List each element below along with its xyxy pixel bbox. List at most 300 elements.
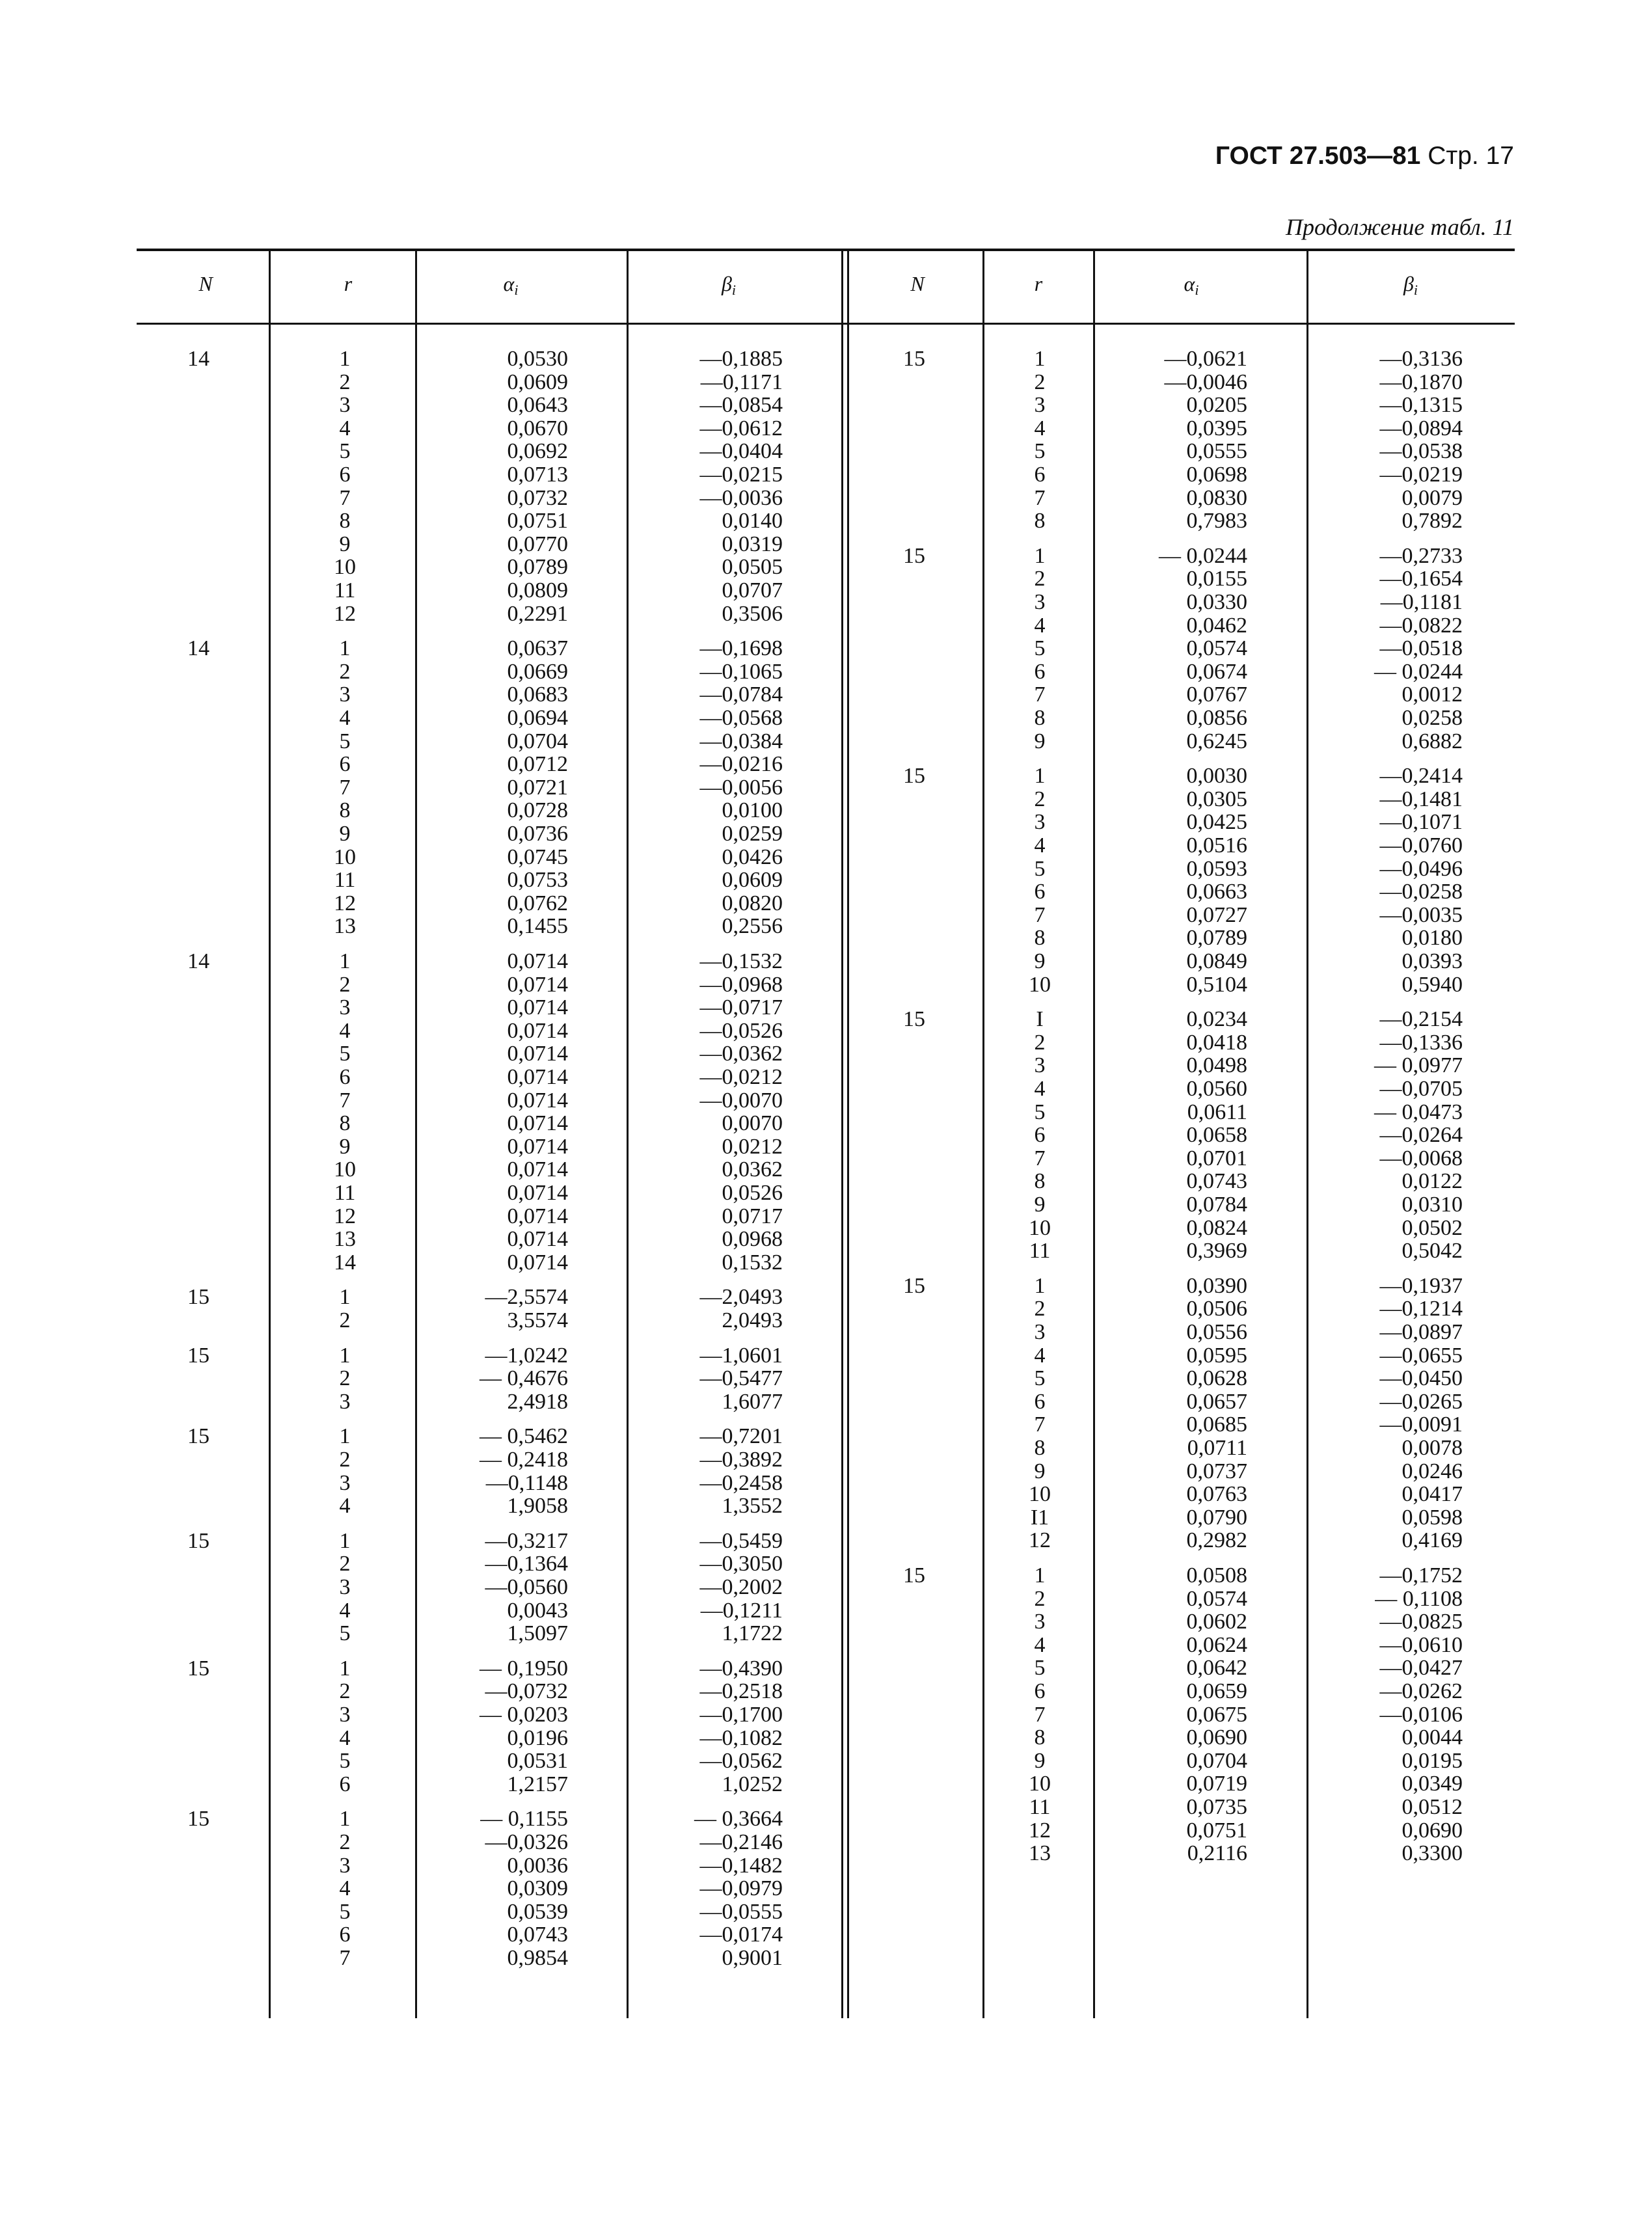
row-alpha-value: 0,0737 — [1186, 1459, 1247, 1483]
row-beta-value: —0,0404 — [699, 439, 783, 464]
row-alpha-value: 0,0390 — [1186, 1273, 1247, 1298]
row-alpha-value: —0,0046 — [1164, 370, 1247, 394]
row-beta-value: —0,0555 — [699, 1899, 783, 1924]
row-beta-value: —0,0215 — [699, 463, 783, 487]
row-beta-value: —0,1171 — [700, 370, 783, 394]
row-alpha-value: —0,0732 — [485, 1679, 568, 1704]
row-r-value: 1 — [339, 1343, 351, 1368]
row-alpha-value: 0,2982 — [1186, 1528, 1247, 1553]
row-r-value: 4 — [339, 706, 351, 730]
row-alpha-value: 0,0508 — [1186, 1563, 1247, 1587]
row-alpha-value: 0,0560 — [1186, 1077, 1247, 1101]
row-r-value: 6 — [1034, 1389, 1046, 1414]
row-beta-value: —0,0496 — [1379, 856, 1463, 881]
row-r-value: 4 — [339, 416, 351, 440]
row-alpha-value: 0,0602 — [1186, 1610, 1247, 1634]
row-alpha-value: 0,0714 — [507, 1042, 568, 1066]
row-beta-value: —0,0894 — [1379, 416, 1463, 440]
row-beta-value: —0,0717 — [699, 995, 783, 1020]
row-beta-value: 0,0512 — [1401, 1795, 1463, 1819]
row-r-value: 4 — [339, 1876, 351, 1901]
row-beta-value: 0,0044 — [1401, 1725, 1463, 1750]
row-r-value: 2 — [339, 1830, 351, 1854]
row-alpha-value: 0,0425 — [1186, 810, 1247, 835]
row-alpha-value: 0,0395 — [1186, 416, 1247, 440]
group-n-value: 15 — [187, 1285, 210, 1310]
row-alpha-value: 0,0530 — [507, 347, 568, 371]
row-r-value: 6 — [339, 1923, 351, 1947]
row-alpha-value: 0,0555 — [1186, 439, 1247, 464]
row-beta-value: 0,0246 — [1401, 1459, 1463, 1483]
row-alpha-value: 0,0516 — [1186, 833, 1247, 858]
row-r-value: 7 — [1034, 1146, 1046, 1170]
row-beta-value: —0,0068 — [1379, 1146, 1463, 1170]
row-r-value: 3 — [339, 1853, 351, 1878]
row-beta-value: — 0,3664 — [694, 1807, 783, 1831]
row-beta-value: —0,0979 — [699, 1876, 783, 1901]
row-beta-value: —0,3892 — [699, 1448, 783, 1472]
row-alpha-value: 0,0714 — [507, 1088, 568, 1113]
row-beta-value: —0,0825 — [1379, 1610, 1463, 1634]
row-alpha-value: —0,1364 — [485, 1552, 568, 1576]
row-alpha-value: 0,0767 — [1186, 682, 1247, 707]
row-beta-value: —0,0968 — [699, 972, 783, 997]
row-r-value: 4 — [339, 1494, 351, 1519]
row-alpha-value: 0,0595 — [1186, 1343, 1247, 1368]
row-alpha-value: 0,0657 — [1186, 1389, 1247, 1414]
row-alpha-value: 0,0719 — [1186, 1772, 1247, 1796]
row-alpha-value: 0,0234 — [1186, 1007, 1247, 1032]
row-alpha-value: 0,0658 — [1186, 1123, 1247, 1148]
row-alpha-value: 0,0043 — [507, 1598, 568, 1623]
row-beta-value: —0,1482 — [699, 1853, 783, 1878]
row-beta-value: —0,0216 — [699, 752, 783, 777]
group-n-value: 15 — [187, 1656, 210, 1681]
row-r-value: 2 — [339, 1448, 351, 1472]
row-beta-value: 0,3506 — [722, 601, 783, 626]
row-beta-value: 0,0259 — [722, 822, 783, 846]
row-r-value: 6 — [1034, 880, 1046, 904]
row-r-value: 10 — [1029, 972, 1051, 997]
row-r-value: 3 — [1034, 1320, 1046, 1344]
row-beta-value: 0,9001 — [722, 1946, 783, 1970]
row-alpha-value: 0,0628 — [1186, 1366, 1247, 1391]
row-beta-value: 0,3300 — [1401, 1841, 1463, 1866]
row-r-value: 2 — [339, 370, 351, 394]
column-divider-double — [847, 251, 849, 2018]
row-beta-value: 0,0079 — [1401, 485, 1463, 510]
page-header — [1215, 142, 1514, 170]
row-alpha-value: 0,0784 — [1186, 1193, 1247, 1217]
row-r-value: 11 — [1029, 1795, 1051, 1819]
row-alpha-value: —2,5574 — [485, 1285, 568, 1310]
row-alpha-value: 0,0714 — [507, 1181, 568, 1205]
row-r-value: 3 — [339, 393, 351, 418]
row-beta-value: —0,1870 — [1379, 370, 1463, 394]
row-alpha-value: 0,0809 — [507, 578, 568, 602]
row-alpha-value: 0,0694 — [507, 706, 568, 730]
row-beta-value: 0,0505 — [722, 555, 783, 580]
row-alpha-value: 0,0574 — [1186, 1586, 1247, 1611]
row-alpha-value: 0,0824 — [1186, 1215, 1247, 1240]
row-beta-value: 0,5940 — [1401, 972, 1463, 997]
row-beta-value: 0,0362 — [722, 1157, 783, 1182]
row-beta-value: 0,5042 — [1401, 1239, 1463, 1263]
row-r-value: 4 — [1034, 1343, 1046, 1368]
row-alpha-value: 0,5104 — [1186, 972, 1247, 997]
row-beta-value: —0,2414 — [1379, 764, 1463, 789]
row-beta-value: 0,0195 — [1401, 1748, 1463, 1773]
row-r-value: 11 — [334, 1181, 356, 1205]
row-alpha-value: 0,0743 — [1186, 1169, 1247, 1194]
column-divider — [627, 251, 629, 2018]
row-alpha-value: — 0,4676 — [480, 1366, 568, 1391]
row-beta-value: —0,0384 — [699, 729, 783, 753]
row-alpha-value: — 0,5462 — [480, 1424, 568, 1449]
row-r-value: 8 — [1034, 1725, 1046, 1750]
row-alpha-value: 0,0735 — [1186, 1795, 1247, 1819]
row-beta-value: 0,0070 — [722, 1111, 783, 1136]
row-beta-value: 0,0258 — [1401, 706, 1463, 730]
row-alpha-value: 0,0753 — [507, 868, 568, 893]
row-r-value: 6 — [339, 463, 351, 487]
header-alpha-left — [504, 272, 519, 299]
row-beta-value: 0,0526 — [722, 1181, 783, 1205]
row-r-value: 3 — [339, 1575, 351, 1599]
row-alpha-value: 0,0675 — [1186, 1702, 1247, 1727]
row-r-value: 5 — [1034, 1366, 1046, 1391]
column-divider — [415, 251, 417, 2018]
group-n-value: 14 — [187, 347, 210, 371]
row-r-value: 1 — [1034, 1273, 1046, 1298]
row-r-value: 12 — [334, 601, 356, 626]
row-r-value: 2 — [1034, 1586, 1046, 1611]
row-beta-value: —0,0655 — [1379, 1343, 1463, 1368]
row-alpha-value: 0,2291 — [507, 601, 568, 626]
row-beta-value: —0,0784 — [699, 682, 783, 707]
row-r-value: 5 — [1034, 856, 1046, 881]
row-r-value: 1 — [1034, 347, 1046, 371]
row-beta-value: 0,0349 — [1401, 1772, 1463, 1796]
row-alpha-value: 0,0751 — [1186, 1818, 1247, 1843]
row-alpha-value: 0,0670 — [507, 416, 568, 440]
row-r-value: 6 — [1034, 1679, 1046, 1703]
row-beta-value: 1,1722 — [722, 1621, 783, 1646]
row-beta-value: —0,2518 — [699, 1679, 783, 1704]
row-alpha-value: 0,6245 — [1186, 729, 1247, 753]
row-r-value: 4 — [339, 1598, 351, 1623]
row-alpha-value: 0,0721 — [507, 775, 568, 800]
row-alpha-value: 0,0728 — [507, 798, 568, 823]
row-r-value: 2 — [1034, 567, 1046, 591]
row-alpha-value: —0,3217 — [485, 1528, 568, 1553]
row-r-value: 12 — [334, 1204, 356, 1228]
group-n-value: 15 — [187, 1424, 210, 1449]
row-r-value: 9 — [1034, 949, 1046, 973]
row-beta-value: 1,3552 — [722, 1494, 783, 1519]
row-r-value: 7 — [339, 1946, 351, 1970]
row-beta-value: 0,0968 — [722, 1227, 783, 1252]
row-r-value: 9 — [339, 822, 351, 846]
row-beta-value: —0,0760 — [1379, 833, 1463, 858]
row-alpha-value: 0,0609 — [507, 370, 568, 394]
row-alpha-value: —0,0326 — [485, 1830, 568, 1854]
row-beta-value: —0,2458 — [699, 1470, 783, 1495]
row-alpha-value: 0,0593 — [1186, 856, 1247, 881]
row-beta-value: 0,0012 — [1401, 682, 1463, 707]
row-r-value: 4 — [339, 1725, 351, 1750]
row-alpha-value: 0,0711 — [1187, 1436, 1247, 1460]
row-beta-value: —0,1214 — [1379, 1297, 1463, 1321]
row-beta-value: —2,0493 — [699, 1285, 783, 1310]
row-r-value: 7 — [339, 485, 351, 510]
row-r-value: 13 — [1029, 1841, 1051, 1866]
row-r-value: 4 — [1034, 1632, 1046, 1657]
row-r-value: 2 — [339, 659, 351, 684]
row-beta-value: 0,7892 — [1401, 509, 1463, 534]
row-alpha-value: 0,0714 — [507, 1111, 568, 1136]
row-alpha-value: 0,0155 — [1186, 567, 1247, 591]
row-alpha-value: 0,0714 — [507, 1134, 568, 1159]
row-alpha-value: 0,0506 — [1186, 1297, 1247, 1321]
row-beta-value: —0,1698 — [699, 636, 783, 661]
group-n-value: 14 — [187, 949, 210, 973]
row-r-value: 7 — [339, 775, 351, 800]
header-n-right: N — [910, 272, 925, 295]
row-r-value: 14 — [334, 1250, 356, 1275]
row-beta-value: 0,2556 — [722, 914, 783, 939]
row-alpha-value: — 0,1155 — [480, 1807, 568, 1831]
column-divider — [1307, 251, 1308, 2018]
row-alpha-value: 0,0669 — [507, 659, 568, 684]
row-r-value: 10 — [1029, 1215, 1051, 1240]
row-r-value: 5 — [339, 729, 351, 753]
row-r-value: 8 — [1034, 926, 1046, 951]
row-beta-value: —0,0264 — [1379, 1123, 1463, 1148]
row-r-value: 12 — [1029, 1818, 1051, 1843]
row-r-value: 5 — [1034, 1100, 1046, 1124]
column-divider — [1093, 251, 1095, 2018]
row-r-value: 9 — [339, 1134, 351, 1159]
row-alpha-value: 0,0642 — [1186, 1656, 1247, 1681]
row-r-value: 6 — [339, 1065, 351, 1089]
row-r-value: 7 — [1034, 485, 1046, 510]
row-alpha-value: 0,3969 — [1186, 1239, 1247, 1263]
row-alpha-value: 0,0770 — [507, 532, 568, 556]
row-alpha-value: 0,0309 — [507, 1876, 568, 1901]
row-beta-value: —0,0450 — [1379, 1366, 1463, 1391]
row-beta-value: 0,0319 — [722, 532, 783, 556]
row-r-value: 6 — [1034, 659, 1046, 684]
row-r-value: 8 — [1034, 1436, 1046, 1460]
row-beta-value: —0,1700 — [699, 1703, 783, 1727]
row-alpha-value: 0,0849 — [1186, 949, 1247, 973]
row-r-value: 11 — [334, 868, 356, 893]
row-r-value: 2 — [339, 1366, 351, 1391]
row-beta-value: 0,0140 — [722, 509, 783, 534]
row-beta-value: —0,1181 — [1380, 590, 1463, 614]
row-alpha-value: 0,0683 — [507, 682, 568, 707]
row-alpha-value: 0,0714 — [507, 995, 568, 1020]
beta-symbol: β — [1403, 272, 1414, 295]
row-beta-value: —0,0538 — [1379, 439, 1463, 464]
row-r-value: 2 — [339, 1679, 351, 1704]
row-alpha-value: —0,1148 — [485, 1470, 568, 1495]
row-alpha-value: 0,0637 — [507, 636, 568, 661]
row-r-value: 1 — [339, 1285, 351, 1310]
row-r-value: I1 — [1030, 1505, 1049, 1530]
row-alpha-value: 1,9058 — [507, 1494, 568, 1519]
row-r-value: 2 — [1034, 1297, 1046, 1321]
row-beta-value: —0,5459 — [699, 1528, 783, 1553]
row-beta-value: —0,1937 — [1379, 1273, 1463, 1298]
row-alpha-value: 0,0763 — [1186, 1482, 1247, 1507]
row-r-value: 9 — [1034, 1748, 1046, 1773]
row-r-value: 1 — [1034, 764, 1046, 789]
row-r-value: 6 — [339, 1772, 351, 1796]
page-number: Стр. 17 — [1428, 142, 1514, 170]
group-n-value: 15 — [187, 1343, 210, 1368]
group-n-value: 14 — [187, 636, 210, 661]
row-r-value: 3 — [339, 1703, 351, 1727]
row-alpha-value: 0,0498 — [1186, 1053, 1247, 1078]
row-r-value: 7 — [1034, 682, 1046, 707]
row-beta-value: —1,0601 — [699, 1343, 783, 1368]
row-r-value: 7 — [1034, 1702, 1046, 1727]
row-beta-value: —0,0212 — [699, 1065, 783, 1089]
row-alpha-value: 0,0539 — [507, 1899, 568, 1924]
row-beta-value: —0,1752 — [1379, 1563, 1463, 1587]
row-r-value: 12 — [334, 891, 356, 915]
row-alpha-value: 2,4918 — [507, 1389, 568, 1414]
row-beta-value: —0,0036 — [699, 485, 783, 510]
row-beta-value: — 0,0244 — [1374, 659, 1463, 684]
row-r-value: 1 — [339, 347, 351, 371]
header-r-left: r — [344, 272, 353, 295]
row-beta-value: —0,0612 — [699, 416, 783, 440]
row-r-value: 1 — [339, 1807, 351, 1831]
row-alpha-value: — 0,2418 — [480, 1448, 568, 1472]
row-beta-value: —0,0568 — [699, 706, 783, 730]
row-beta-value: 0,0502 — [1401, 1215, 1463, 1240]
group-n-value: 15 — [187, 1807, 210, 1831]
row-alpha-value: — 0,1950 — [480, 1656, 568, 1681]
row-beta-value: 0,0717 — [722, 1204, 783, 1228]
row-alpha-value: — 0,0203 — [480, 1703, 568, 1727]
row-beta-value: 0,1532 — [722, 1250, 783, 1275]
row-r-value: 5 — [339, 1621, 351, 1646]
row-alpha-value: 0,0611 — [1187, 1100, 1247, 1124]
row-beta-value: —0,1336 — [1379, 1030, 1463, 1055]
row-beta-value: —0,5477 — [699, 1366, 783, 1391]
row-beta-value: 0,0078 — [1401, 1436, 1463, 1460]
row-beta-value: —0,2002 — [699, 1575, 783, 1599]
row-r-value: 6 — [339, 752, 351, 777]
row-r-value: 4 — [1034, 613, 1046, 638]
row-beta-value: 0,0180 — [1401, 926, 1463, 951]
row-beta-value: 0,0820 — [722, 891, 783, 915]
row-alpha-value: —1,0242 — [485, 1343, 568, 1368]
row-alpha-value: 0,0462 — [1186, 613, 1247, 638]
row-r-value: 8 — [1034, 706, 1046, 730]
row-r-value: 12 — [1029, 1528, 1051, 1553]
row-alpha-value: 0,0713 — [507, 463, 568, 487]
row-alpha-value: 0,0305 — [1186, 787, 1247, 811]
header-beta-right — [1403, 272, 1418, 299]
beta-subscript: i — [731, 282, 737, 298]
row-r-value: 5 — [1034, 636, 1046, 661]
row-r-value: 3 — [1034, 810, 1046, 835]
row-r-value: 6 — [1034, 1123, 1046, 1148]
row-r-value: I — [1036, 1007, 1044, 1032]
row-beta-value: 0,0417 — [1401, 1482, 1463, 1507]
row-alpha-value: 0,0674 — [1186, 659, 1247, 684]
row-r-value: 3 — [1034, 1053, 1046, 1078]
row-beta-value: —0,1065 — [699, 659, 783, 684]
row-r-value: 1 — [339, 949, 351, 973]
row-beta-value: —0,0265 — [1379, 1389, 1463, 1414]
row-beta-value: 0,0609 — [722, 868, 783, 893]
row-r-value: 5 — [339, 1749, 351, 1774]
row-beta-value: 0,0707 — [722, 578, 783, 602]
row-beta-value: 0,0426 — [722, 844, 783, 869]
row-alpha-value: 0,0036 — [507, 1853, 568, 1878]
row-r-value: 3 — [339, 995, 351, 1020]
row-beta-value: —0,4390 — [699, 1656, 783, 1681]
row-beta-value: —0,7201 — [699, 1424, 783, 1449]
header-n-left: N — [198, 272, 213, 295]
alpha-symbol: α — [1184, 272, 1195, 295]
row-alpha-value: 0,2116 — [1187, 1841, 1247, 1866]
row-alpha-value: 0,0732 — [507, 485, 568, 510]
row-beta-value: 1,0252 — [722, 1772, 783, 1796]
alpha-subscript: i — [514, 282, 519, 298]
row-beta-value: 0,0690 — [1401, 1818, 1463, 1843]
row-beta-value: —0,1071 — [1379, 810, 1463, 835]
row-r-value: 10 — [334, 1157, 356, 1182]
row-alpha-value: 0,0663 — [1186, 880, 1247, 904]
row-alpha-value: 0,9854 — [507, 1946, 568, 1970]
header-beta-left — [722, 272, 736, 299]
row-beta-value: 0,0598 — [1401, 1505, 1463, 1530]
row-alpha-value: 0,0692 — [507, 439, 568, 464]
row-alpha-value: 0,0736 — [507, 822, 568, 846]
row-r-value: 10 — [334, 844, 356, 869]
row-alpha-value: 0,0790 — [1186, 1505, 1247, 1530]
row-alpha-value: 0,0714 — [507, 972, 568, 997]
row-alpha-value: 0,0205 — [1186, 393, 1247, 418]
beta-symbol: β — [721, 272, 732, 295]
row-alpha-value: 0,0830 — [1186, 485, 1247, 510]
row-r-value: 5 — [339, 1899, 351, 1924]
row-alpha-value: 0,0418 — [1186, 1030, 1247, 1055]
row-r-value: 1 — [339, 636, 351, 661]
row-r-value: 8 — [339, 509, 351, 534]
group-n-value: 15 — [903, 347, 925, 371]
row-beta-value: —0,1082 — [699, 1725, 783, 1750]
row-r-value: 9 — [1034, 729, 1046, 753]
row-beta-value: —0,0262 — [1379, 1679, 1463, 1703]
row-beta-value: 0,0122 — [1401, 1169, 1463, 1194]
group-n-value: 15 — [187, 1528, 210, 1553]
row-r-value: 5 — [1034, 1656, 1046, 1681]
row-r-value: 1 — [1034, 1563, 1046, 1587]
alpha-symbol: α — [503, 272, 515, 295]
row-alpha-value: 0,0714 — [507, 1018, 568, 1043]
row-beta-value: —0,0258 — [1379, 880, 1463, 904]
row-alpha-value: 0,0196 — [507, 1725, 568, 1750]
row-r-value: 3 — [1034, 1610, 1046, 1634]
